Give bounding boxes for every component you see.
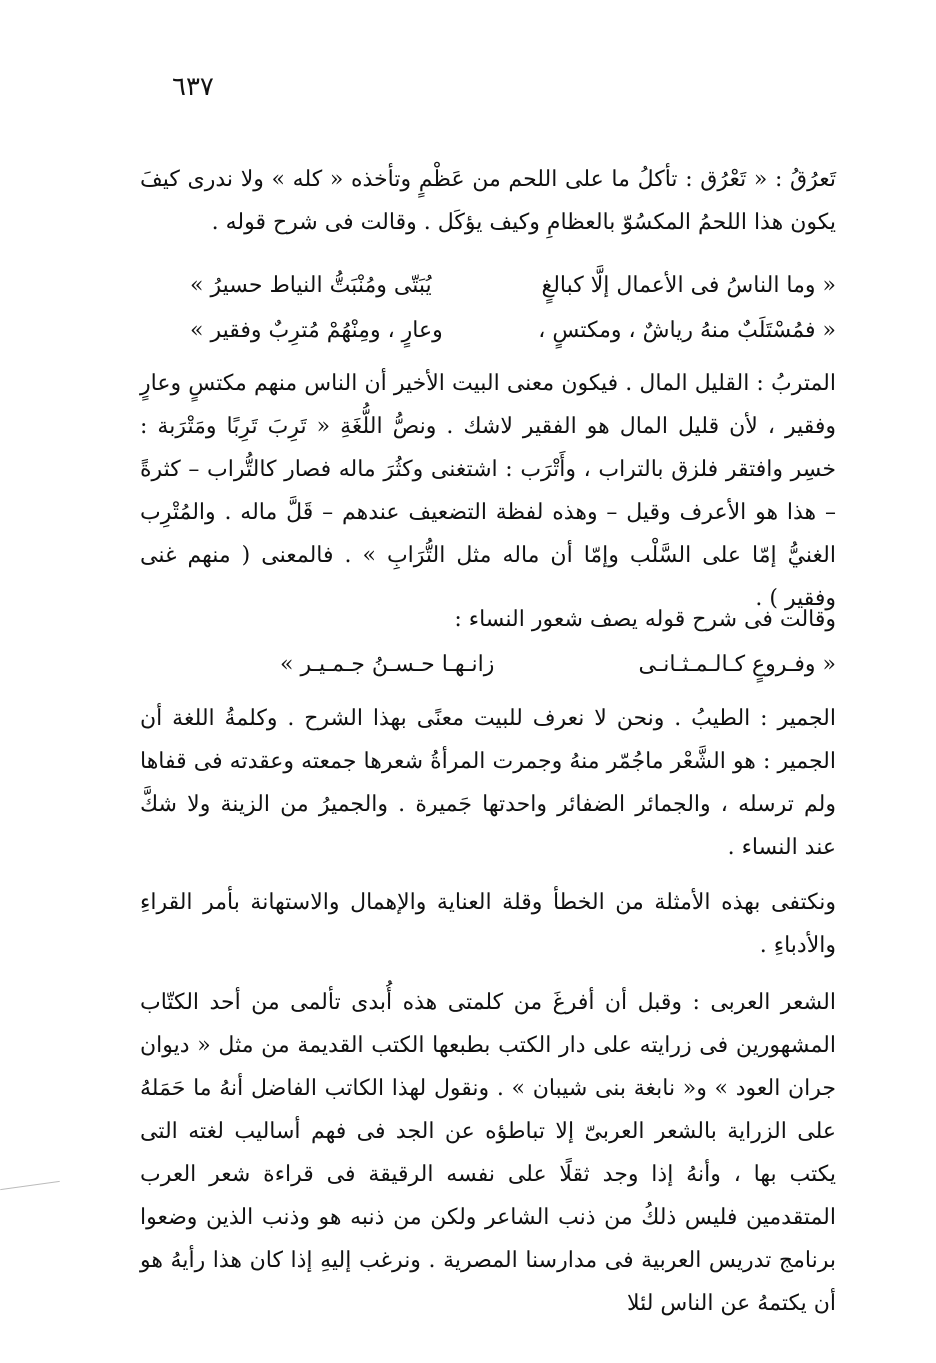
verse-line-1 [140, 264, 836, 307]
verse-1-second-hemistich: يُبَتّى ومُنْبَتُّ النياط حسيرُ » [190, 273, 432, 298]
verse-line-3 [140, 643, 836, 686]
verse-1-first-hemistich: « وما الناسُ فى الأعمال إلَّا كبالغٍ [541, 273, 836, 298]
paragraph-intro-verse: وقالت فى شرح قوله يصف شعور النساء : [454, 607, 836, 632]
paragraph-taruq: تَعرُقُ : « تَعْرُق : تأكلُ ما على اللحم من عَظْمٍ وتأخذه « كله » ولا ندرى كيفَ يكون هذا اللحمُ المكسُوّ بالعظامِ وكيف يؤكَل . وقالت فى شرح قوله . [140, 167, 836, 235]
paragraph-arabic-poetry: الشعر العربى : وقبل أن أفرغَ من كلمتى هذه أُبدى تألمى من أحد الكتّاب المشهورين فى زرايته على دار الكتب بطبعها الكتب القديمة من مثل « ديوان جران العود » و« نابغة بنى شيبان » . ونقول لهذا الكاتب الفاضل أنهُ ما حَمَلهُ على الزراية بالشعر العربىّ إلا تباطؤه عن الجد فى فهم أساليب لغته التى يكتب بها ، وأنهُ إذا وجد ثقلًا على نفسه الرقيقة فى قراءة شعر العرب المتقدمين فليس ذلكُ من ذنب الشاعر ولكن من ذنبه هو وذنب الذين وضعوا برنامج تدريس العربية فى مدارسنا المصرية . ونرغب إليهِ إذا كان هذا رأيهُ هو أن يكتمهُ عن الناس لئلا [140, 990, 836, 1316]
scan-mark [0, 1181, 60, 1190]
paragraph-mutrib: المتربُ : القليل المال . فيكون معنى البيت الأخير أن الناس منهم مكتسٍ وعارٍ وفقير ، لأن قليل المال هو الفقير لاشك . ونصُّ اللُّغَةِ « تَرِبَ تَرِبًا ومَتْرَبة : خسِر وافتقر فلزق بالتراب ، وأَتْرَب : اشتغنى وكثُرَ ماله فصار كالتُّراب – كثرةً – هذا هو الأعرف وقيل – وهذه لفظة التضعيف عندهم – قَلَّ ماله . والمُتْرِب الغنيُّ إمّا على السَّلْب وإمّا أن ماله مثل التُّرَابِ » . فالمعنى ( منهم غنى وفقير ) . [140, 371, 836, 611]
paragraph-conclusion: ونكتفى بهذه الأمثلة من الخطأ وقلة العناية والإهمال والاستهانة بأمر القراءِ والأدباءِ . [140, 890, 836, 958]
verse-3-second-hemistich: زانـهـا حـسـنُ جـمـيـر » [280, 652, 495, 677]
verse-3-first-hemistich: « وفـروعٍ كـالـمـثـانـى [638, 652, 836, 677]
verse-2-first-hemistich: « فمُسْتَلَبٌ منهُ رياشٌ ، ومكتسٍ ، [538, 318, 836, 343]
verse-line-2 [140, 309, 836, 352]
verse-2-second-hemistich: وعارٍ ، ومِنْهُمْ مُترِبٌ وفقير » [190, 318, 443, 343]
paragraph-jamir: الجمير : الطيبُ . ونحن لا نعرف للبيت معنًى بهذا الشرح . وكلمةُ اللغة أن الجمير : هو الشَّعْر ماجُمّر منهُ وجمرت المرأةُ شعرها جمعته وعقدته فى قفاها ولم ترسله ، والجمائر الضفائر واحدتها جَميرة . والجميرُ من الزينة ولا شكَّ عند النساء . [140, 706, 836, 860]
page-number: ٦٣٧ [172, 72, 214, 102]
